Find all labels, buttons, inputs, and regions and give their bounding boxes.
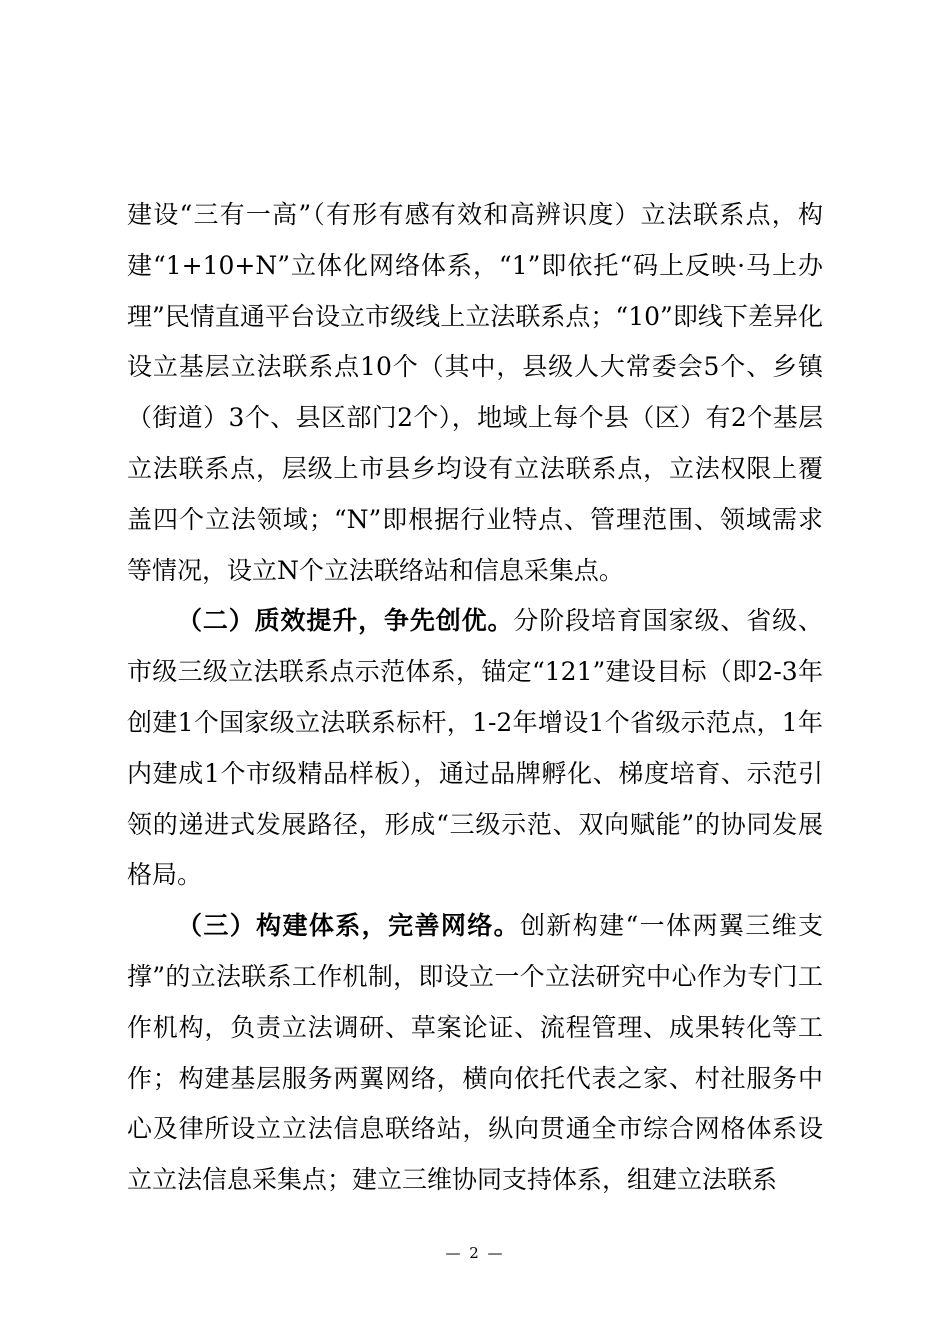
paragraph-text: 建设“三有一高”（有形有感有效和高辨识度）立法联系点，构建“1+10+N”立体化网络体系，“1”即依托“码上反映·马上办理”民情直通平台设立市级线上立法联系点；“10”即线下差异化设立基层立法联系点10个（其中，县级人大常委会5个、乡镇（街道）3个、县区部门2个），地域上每个县（区）有2个基层立法联系点，层级上市县乡均设有立法联系点，立法权限上覆盖四个立法领域；“N”即根据行业特点、管理范围、领域需求等情况，设立N个立法联络站和信息采集点。 bbox=[127, 200, 823, 585]
document-body bbox=[127, 190, 823, 1206]
paragraph-section-3 bbox=[127, 901, 823, 1206]
section-heading: （三）构建体系，完善网络。 bbox=[177, 911, 520, 941]
paragraph-text: 分阶段培育国家级、省级、市级三级立法联系点示范体系，锚定“121”建设目标（即2-3年创建1个国家级立法联系标杆，1-2年增设1个省级示范点，1年内建成1个市级精品样板），通过品牌孵化、梯度培育、示范引领的递进式发展路径，形成“三级示范、双向赋能”的协同发展格局。 bbox=[127, 606, 823, 890]
paragraph-text: 创新构建“一体两翼三维支撑”的立法联系工作机制，即设立一个立法研究中心作为专门工作机构，负责立法调研、草案论证、流程管理、成果转化等工作；构建基层服务两翼网络，横向依托代表之家、村社服务中心及律所设立立法信息联络站，纵向贯通全市综合网格体系设立立法信息采集点；建立三维协同支持体系，组建立法联系 bbox=[127, 911, 823, 1195]
paragraph-continuation bbox=[127, 190, 823, 596]
page-number: — 2 — bbox=[445, 1244, 505, 1262]
paragraph-section-2 bbox=[127, 596, 823, 901]
section-heading: （二）质效提升，争先创优。 bbox=[177, 606, 514, 636]
